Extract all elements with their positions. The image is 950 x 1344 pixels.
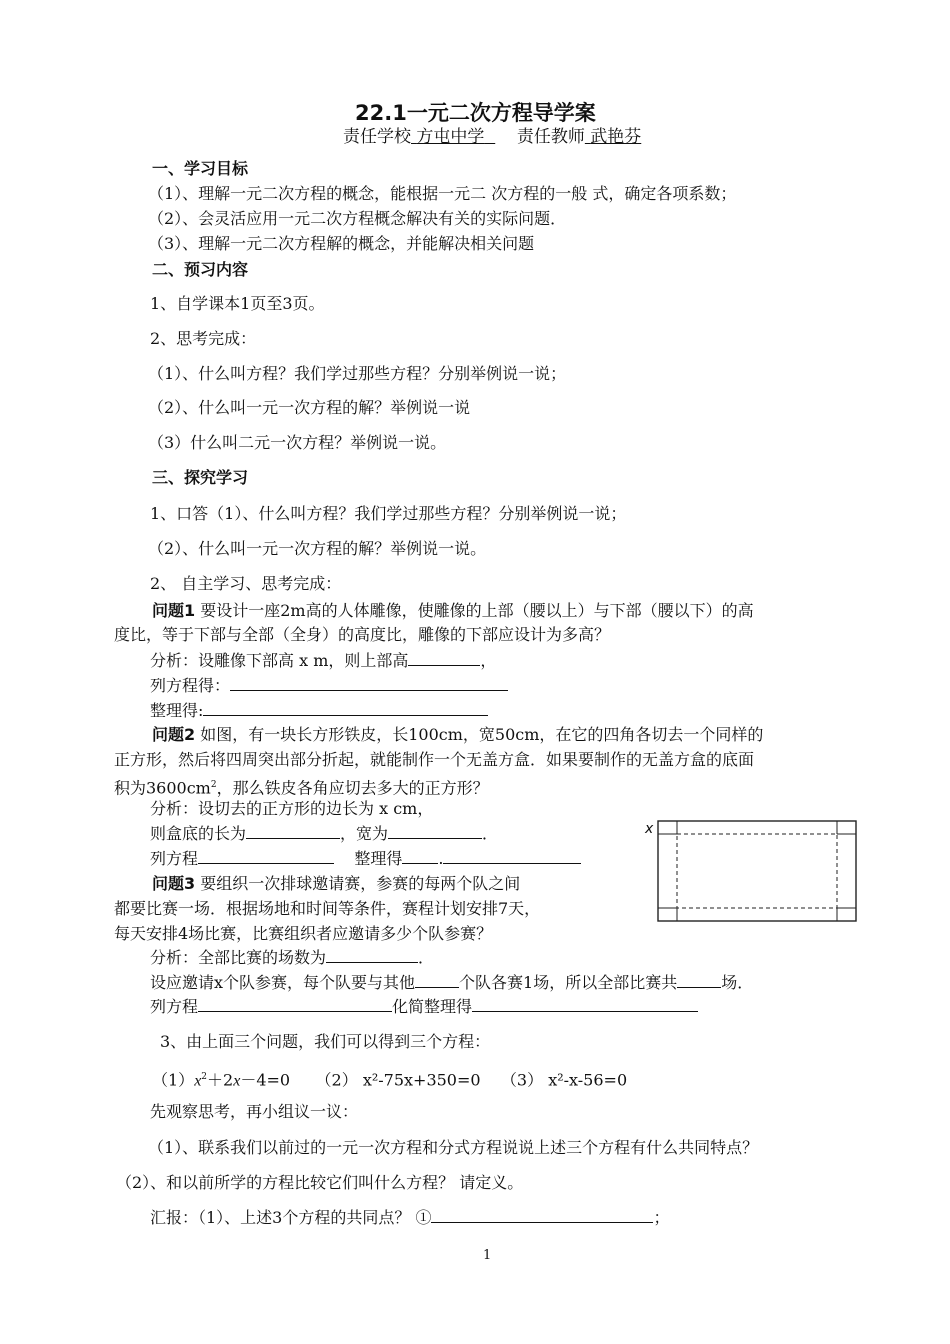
explore-item: 1、口答（1）、什么叫方程？我们学过那些方程？分别举例说一说； xyxy=(150,504,627,523)
fold-lines xyxy=(677,834,837,908)
preview-item: （2）、什么叫一元一次方程的解？举例说一说 xyxy=(148,398,471,417)
problem2-label: 问题2 xyxy=(152,725,196,744)
think-prompt: 先观察思考，再小组议一议： xyxy=(150,1102,359,1121)
teacher-label: 责任教师 xyxy=(516,127,585,147)
goal-item: （2）、会灵活应用一元二次方程概念解决有关的实际问题． xyxy=(148,209,567,228)
answer-blank xyxy=(431,1207,653,1223)
answer-blank xyxy=(326,947,418,963)
school-label: 责任学校 xyxy=(343,127,411,147)
three-equations: $(1)x^2+2x-4=0$ （2） x²-75x+350=0 （3） x²-x-56=0 xyxy=(152,1070,628,1090)
answer-blank xyxy=(415,972,459,988)
explore-item: 2、 自主学习、思考完成： xyxy=(150,574,342,593)
answer-blank xyxy=(198,996,392,1012)
section-heading-preview: 二、预习内容 xyxy=(152,260,249,279)
problem1-analysis: 分析：设雕像下部高 x m，则上部高 ， xyxy=(150,651,497,670)
goal-item: （3）、理解一元二次方程解的概念，并能解决相关问题 xyxy=(148,234,535,253)
problem3-analysis: 分析：全部比赛的场数为 ． xyxy=(150,948,435,967)
problem2-equation: 列方程 整理得 . xyxy=(150,848,581,870)
preview-item: 1、自学课本1页至3页。 xyxy=(150,294,325,313)
problem3-equation: 列方程 化简整理得 xyxy=(150,996,698,1018)
report-line: 汇报：（1）、上述3个方程的共同点？ ① ； xyxy=(150,1208,670,1227)
answer-blank xyxy=(408,650,480,666)
answer-blank xyxy=(677,972,721,988)
answer-blank xyxy=(402,848,438,864)
page-title: 22.1一元二次方程导学案 xyxy=(355,101,596,125)
goal-item: （1）、理解一元二次方程的概念，能根据一元二 次方程的一般 式，确定各项系数； xyxy=(148,184,737,203)
preview-item: （3）什么叫二元一次方程？举例说一说。 xyxy=(148,433,447,452)
page-number: 1 xyxy=(483,1248,492,1263)
figure-x-label: x xyxy=(645,821,654,837)
preview-item: 2、思考完成： xyxy=(150,329,257,348)
section-heading-explore: 三、探究学习 xyxy=(152,468,249,487)
answer-blank xyxy=(472,996,698,1012)
problem3-label: 问题3 xyxy=(152,874,196,893)
discussion-question: （1）、联系我们以前过的一元一次方程和分式方程说说上述三个方程有什么共同特点？ xyxy=(148,1138,759,1157)
byline xyxy=(343,126,641,148)
problem3-line: 每天安排4场比赛，比赛组织者应邀请多少个队参赛？ xyxy=(114,924,493,943)
problem2-line: 积为$3600cm^2$，那么铁皮各角应切去多大的正方形？ xyxy=(114,778,489,798)
answer-blank xyxy=(230,675,508,691)
answer-blank xyxy=(443,848,581,864)
answer-blank xyxy=(388,823,482,839)
problem1-line: 问题1 要设计一座2m高的人体雕像，使雕像的上部（腰以上）与下部（腰以下）的高 xyxy=(152,601,754,620)
teacher-name: 武艳芬 xyxy=(590,127,642,147)
discussion-question: （2）、和以前所学的方程比较它们叫什么方程？ 请定义。 xyxy=(116,1173,524,1192)
preview-item: （1）、什么叫方程？我们学过那些方程？分别举例说一说； xyxy=(148,364,567,383)
problem3-suppose: 设应邀请x个队参赛，每个队要与其他 个队各赛1场，所以全部比赛共 场． xyxy=(150,973,754,992)
answer-blank xyxy=(203,700,488,716)
problem2-line: 正方形，然后将四周突出部分折起，就能制作一个无盖方盒．如果要制作的无盖方盒的底面 xyxy=(114,750,755,769)
answer-blank xyxy=(246,823,340,839)
problem3-line: 问题3 要组织一次排球邀请赛，参赛的每两个队之间 xyxy=(152,874,521,893)
problem1-equation: 列方程得： xyxy=(150,675,508,697)
problem1-line: 度比，等于下部与全部（全身）的高度比，雕像的下部应设计为多高？ xyxy=(114,625,611,644)
problem2-line: 问题2 如图，有一块长方形铁皮，长100cm，宽50cm，在它的四角各切去一个同样的 xyxy=(152,725,764,744)
problem3-line: 都要比赛一场．根据场地和时间等条件，赛程计划安排7天， xyxy=(114,899,541,918)
answer-blank xyxy=(198,848,334,864)
explore-item: （2）、什么叫一元一次方程的解？举例说一说。 xyxy=(148,539,487,558)
problem1-label: 问题1 xyxy=(152,601,196,620)
sheet-diagram xyxy=(655,818,860,924)
problem2-bottom-dims: 则盒底的长为 ，宽为 ． xyxy=(150,824,499,843)
sheet-outline xyxy=(658,821,856,921)
problem2-analysis: 分析：设切去的正方形的边长为 x cm， xyxy=(150,799,434,818)
school-name: 方屯中学 xyxy=(416,127,485,147)
problem1-simplified: 整理得: xyxy=(150,700,488,722)
section-heading-goals: 一、学习目标 xyxy=(152,159,249,178)
three-equations-intro: 3、由上面三个问题，我们可以得到三个方程： xyxy=(160,1032,491,1051)
